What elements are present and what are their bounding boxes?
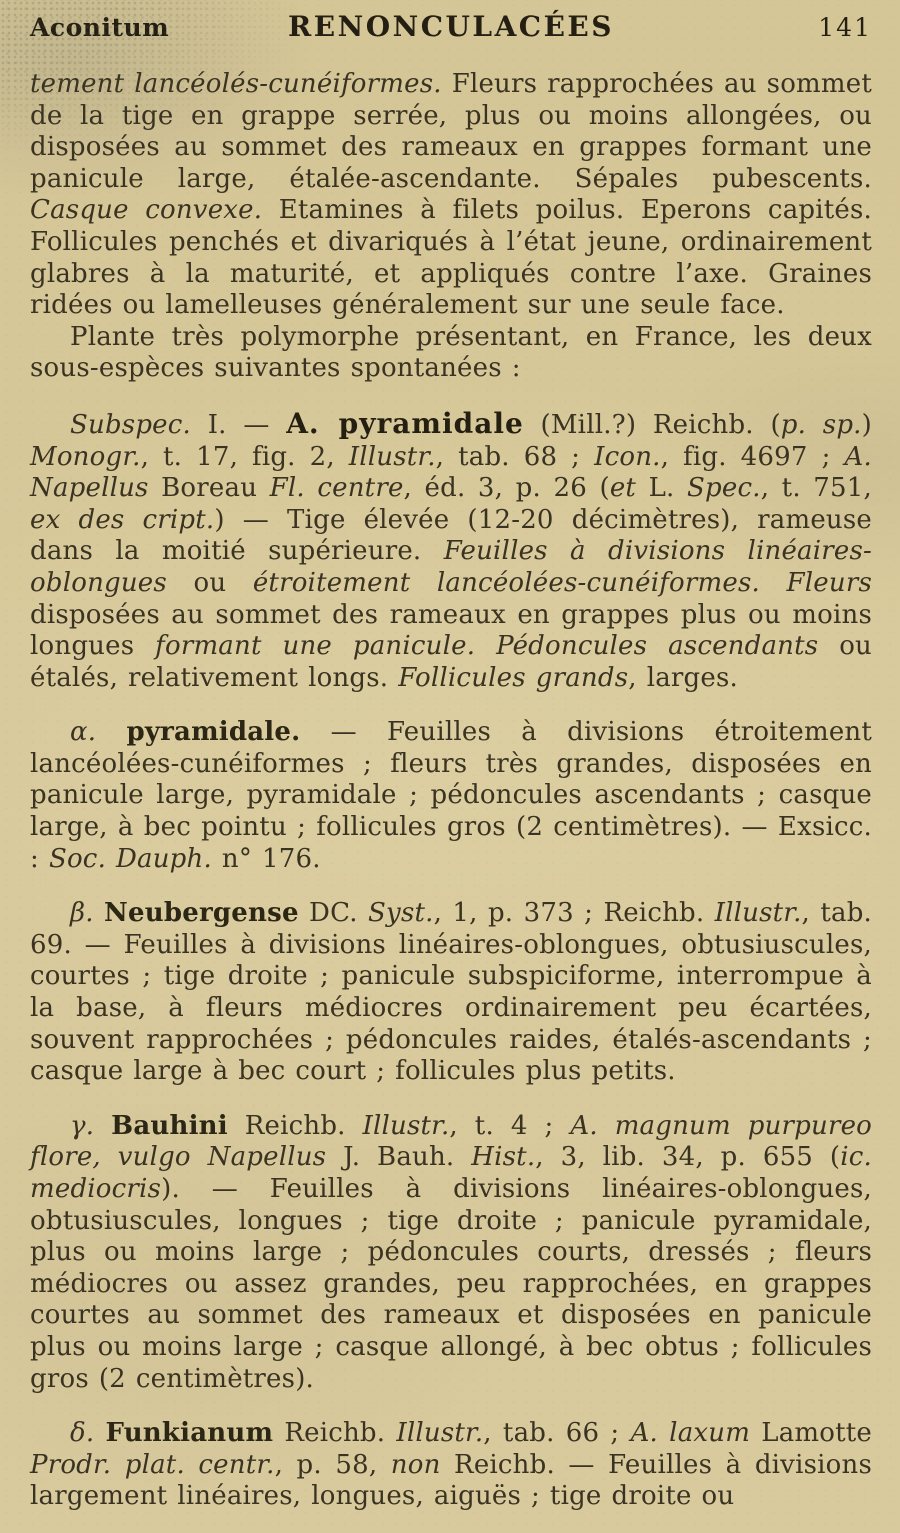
text-run: ex des cript. [30, 504, 215, 535]
text-run: I. — [191, 409, 287, 440]
paragraph-subspec-1-pyramidale [30, 408, 872, 694]
text-run: Reichb. [273, 1418, 397, 1449]
text-run: Etamines à filets poilus. Eperons capités. Follicules penchés et divariqués à l’état jeune, ordinairement glabres à la maturité, et appliqués contre l’axe. Graines ridées ou lamelleuses généralement sur une seule face. [30, 195, 872, 321]
text-run: non [390, 1449, 441, 1480]
text-run: , 3, lib. 34, p. 655 ( [535, 1142, 841, 1173]
text-run: , tab. 69. — Feuilles à divisions linéaires-oblongues, obtusiuscules, courtes ; tige droite ; panicule subspiciforme, interrompue à la base, à fleurs médiocres ordinairement peu écartées, souvent rapprochées ; pédoncules raides, étalés-ascendants ; casque large à bec court ; follicules plus petits. [30, 898, 873, 1087]
text-run: Illustr. [714, 898, 802, 929]
text-run: DC. [298, 898, 369, 929]
paragraph-var-alpha-pyramidale [30, 717, 872, 875]
text-run: Illustr. [348, 441, 436, 472]
paragraph-var-delta-funkianum [30, 1418, 872, 1513]
text-run: Fleurs [786, 567, 872, 598]
text-run: Bauhini [111, 1110, 228, 1141]
text-run: , t. 17, fig. 2, [140, 441, 349, 472]
paragraph-var-gamma-bauhini [30, 1111, 872, 1395]
text-run: Funkianum [105, 1418, 274, 1449]
text-run: tement lancéolés-cunéiformes. [30, 69, 442, 99]
paragraph-plante-polymorphe [30, 322, 872, 385]
text-run: , fig. 4697 ; [660, 441, 845, 472]
text-run: Neubergense [104, 898, 299, 929]
text-run: Follicules grands [398, 662, 629, 693]
text-run: A. Napellus [30, 441, 872, 504]
text-run: Syst. [368, 898, 434, 929]
text-run: Icon. [594, 441, 661, 472]
running-head-genus: Aconitum [30, 13, 170, 42]
text-run: n° 176. [211, 843, 321, 874]
text-run [94, 1111, 111, 1141]
text-run: Illustr. [396, 1418, 484, 1449]
text-run: β. [70, 898, 94, 929]
text-run: α. [70, 717, 97, 748]
text-run: , éd. 3, p. 26 ( [403, 473, 610, 504]
text-run: Feuilles à divisions linéaires-oblongues [30, 536, 872, 598]
text-run: disposées au sommet des rameaux en grappes plus ou moins longues [30, 599, 872, 662]
text-run: et [609, 473, 637, 504]
text-run [94, 898, 104, 928]
text-run [475, 631, 496, 661]
text-run: A. pyramidale [286, 406, 524, 440]
text-run: étroitement lancéolées-cunéiformes. [252, 567, 760, 598]
text-run: Illustr. [362, 1110, 450, 1141]
text-run: , tab. 68 ; [435, 441, 595, 472]
text-run: pyramidale. [126, 717, 301, 748]
text-run: ). — Feuilles à divisions linéaires-oblongues, obtusiuscules, longues ; tige droite ; panicule pyramidale, plus ou moins large ; pédoncules courts, dressés ; fleurs médiocres ou assez grandes, peu rapprochées, en grappes courtes au sommet des rameaux et disposées en panicule plus ou moins large ; casque allongé, à bec obtus ; follicules gros (2 centimètres). [30, 1174, 872, 1394]
text-run: ou [166, 567, 253, 598]
text-run: ic. mediocris [30, 1142, 872, 1204]
text-run: ou étalés, relativement longs. [30, 631, 872, 693]
text-run: p. sp. [780, 409, 862, 440]
text-run: — Feuilles à divisions étroitement lancéolées-cunéiformes ; fleurs très grandes, disposées en panicule large, pyramidale ; pédoncules ascendants ; casque large, à bec pointu ; follicules gros (2 centimètres). — Exsicc. : [30, 717, 872, 874]
text-run: Spec. [687, 473, 761, 504]
text-run: Casque convexe. [30, 195, 263, 226]
text-run: Soc. Dauph. [48, 843, 212, 874]
text-run: Fl. centre [269, 473, 404, 504]
text-run: ) — Tige élevée (12-20 décimètres), rameuse dans la moitié supérieure. [30, 504, 872, 567]
text-run: J. Bauh. [326, 1142, 472, 1173]
text-run: , t. 4 ; [449, 1110, 571, 1141]
text-body [30, 69, 872, 1513]
text-run: , larges. [628, 662, 738, 693]
text-run [94, 1418, 105, 1448]
text-run [760, 568, 787, 598]
page-number: 141 [818, 13, 872, 42]
text-run: Lamotte [750, 1418, 872, 1449]
text-run: γ. [70, 1110, 95, 1141]
text-run: (Mill.?) Reichb. ( [523, 409, 781, 440]
text-run: Reichb. [227, 1110, 363, 1141]
text-run: δ. [70, 1418, 95, 1449]
text-run [96, 717, 126, 747]
text-run: Prodr. plat. centr. [30, 1449, 275, 1480]
text-run: , p. 58, [274, 1449, 391, 1480]
text-run: Pédoncules ascendants [496, 631, 819, 662]
text-run: , 1, p. 373 ; Reichb. [433, 898, 715, 929]
text-run: ) [861, 409, 872, 440]
text-run: , tab. 66 ; [483, 1418, 631, 1449]
text-run: A. laxum [630, 1418, 751, 1449]
text-run: Subspec. [70, 409, 191, 440]
text-run: formant une panicule. [155, 631, 476, 662]
text-run: Reichb. — Feuilles à divisions largement linéaires, longues, aiguës ; tige droite ou [30, 1449, 872, 1512]
text-run: Hist. [471, 1142, 536, 1173]
text-run: , t. 751, [760, 473, 872, 504]
running-head-family-title: RENONCULACÉES [288, 10, 614, 43]
text-run: Fleurs rapprochées au sommet de la tige en grappe serrée, plus ou moins allongées, ou disposées au sommet des rameaux en grappes formant une panicule large, étalée-ascendante. Sépales pubescents. [30, 69, 872, 194]
text-run: Plante très polymorphe présentant, en France, les deux sous-espèces suivantes spontanées : [30, 321, 872, 384]
text-run: A. magnum purpureo flore, vulgo Napellus [30, 1110, 873, 1173]
text-run: Boreau [148, 473, 270, 504]
text-run: Monogr. [30, 441, 141, 472]
paragraph-var-beta-neubergense [30, 898, 872, 1088]
text-run: L. [636, 473, 688, 504]
paragraph-intro-continuation [30, 69, 872, 322]
running-head [30, 10, 872, 43]
